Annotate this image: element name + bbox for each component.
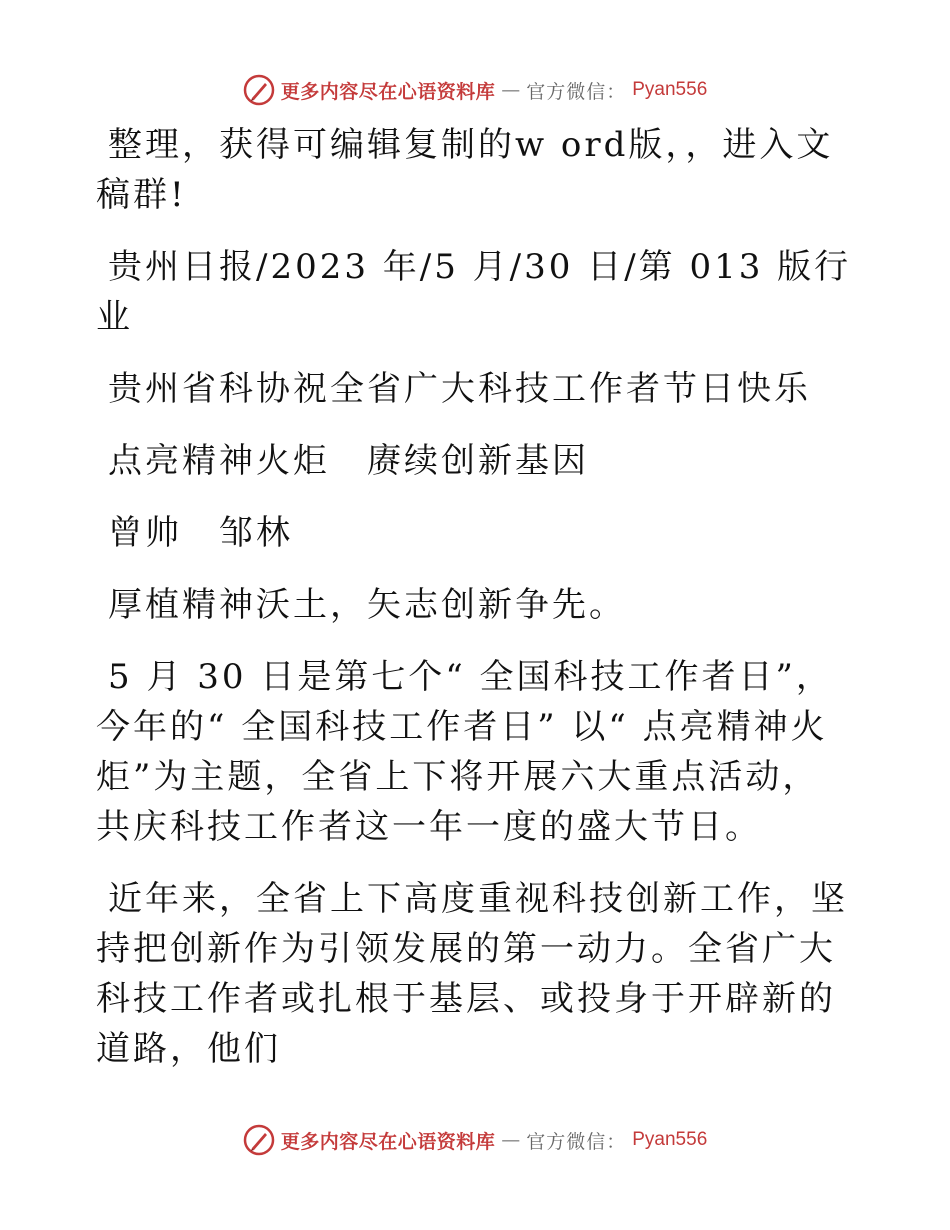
article-title: 点亮精神火炬 赓续创新基因 <box>108 441 589 481</box>
source-line: 贵州日报/2023 年/5 月/30 日/第 013 版行业 <box>96 247 852 337</box>
watermark-official: 官方微信： <box>526 80 627 103</box>
watermark-text: 更多内容尽在心语资料库 <box>280 80 496 103</box>
watermark-dash: — <box>501 1129 521 1151</box>
quill-logo-icon <box>243 1124 275 1156</box>
footer-watermark <box>0 1122 950 1158</box>
header-watermark <box>0 72 950 108</box>
document-body <box>96 120 856 1074</box>
greeting-line: 贵州省科协祝全省广大科技工作者节日快乐 <box>108 369 811 409</box>
lead-sentence: 厚植精神沃土，矢志创新争先。 <box>108 585 626 625</box>
watermark-text: 更多内容尽在心语资料库 <box>280 1130 496 1153</box>
authors-line: 曾帅 邹林 <box>108 513 293 553</box>
watermark-dash: — <box>501 79 521 101</box>
quill-logo-icon <box>243 74 275 106</box>
intro-paragraph: 整理，获得可编辑复制的w ord版，，进入文稿群! <box>96 125 834 215</box>
watermark-official: 官方微信： <box>526 1130 627 1153</box>
body-paragraph-1: 5 月 30 日是第七个“ 全国科技工作者日”，今年的“ 全国科技工作者日” 以“ 点亮精神火炬”为主题，全省上下将开展六大重点活动，共庆科技工作者这一年一度的盛大节日。 <box>96 657 833 847</box>
watermark-wechat-id: Pyan556 <box>632 79 708 100</box>
watermark-wechat-id: Pyan556 <box>632 1129 708 1150</box>
body-paragraph-2: 近年来，全省上下高度重视科技创新工作，坚持把创新作为引领发展的第一动力。全省广大科技工作者或扎根于基层、或投身于开辟新的道路，他们 <box>96 879 848 1069</box>
